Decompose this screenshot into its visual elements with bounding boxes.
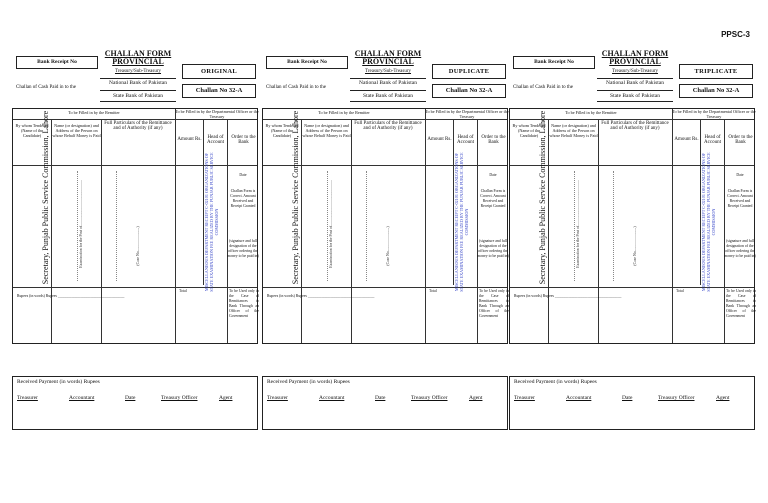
correct-note: Challan Form is Correct. Amount Received and Receipt Granted — [727, 189, 753, 208]
bank-receipt-box: Bank Receipt No — [266, 56, 348, 69]
cash-paid-label: Challan of Cash Paid in to the — [266, 85, 326, 90]
correct-note: Challan Form is Correct. Amount Received and Receipt Granted — [480, 189, 506, 208]
accountant-signature: Accountant — [69, 395, 95, 401]
challan-number-box: Challan No 32-A — [182, 84, 256, 98]
treasury-officer-signature: Treasury Officer — [658, 395, 695, 401]
misc-receipt-text: MISCELLANEOUS DEPARTMENT RECEIPT C-02101 ORGANIZATIONS OF STATE EXAMINATION FEE REALIZED BY THE PUNJAB PUBLIC SERVICE COMMISSION — [454, 152, 469, 292]
treasury-officer-signature: Treasury Officer — [161, 395, 198, 401]
date-signature: Date — [622, 395, 633, 401]
department-header: To be Filled in by the Departmental Officer or the Treasury — [425, 109, 509, 119]
rupees-in-words: Rupees (in words) Rupees ___________________________________ — [267, 294, 375, 298]
col-head: Head of Account — [207, 135, 224, 145]
copy-type-label: TRIPLICATE — [679, 64, 753, 79]
challan-table — [509, 108, 755, 344]
cash-paid-label: Challan of Cash Paid in to the — [513, 85, 573, 90]
signature-note: (signature and full designation of the officer ordering the money to be paid in) — [477, 239, 509, 258]
department-header: To be Filled in by the Departmental Officer or the Treasury — [175, 109, 259, 119]
col-divider — [477, 119, 478, 343]
case-no-text: (Case No.........................) — [633, 226, 637, 266]
used-note: To be Used only in the Case of Remittances to Bank Through an Officer of the Government — [726, 289, 756, 318]
col-amount: Amount Rs. — [177, 137, 202, 142]
treasury-officer-signature: Treasury Officer — [411, 395, 448, 401]
challan-number-box: Challan No 32-A — [679, 84, 753, 98]
date-label: Date — [736, 173, 744, 177]
case-no-text: (Case No.........................) — [136, 226, 140, 266]
received-payment-label: Received Payment (in words) Rupees — [17, 379, 100, 385]
received-payment-box — [12, 376, 258, 430]
signature-note: (signature and full designation of the officer ordering the money to be paid in) — [227, 239, 259, 258]
case-no-text: (Case No.........................) — [386, 226, 390, 266]
col-divider — [548, 119, 549, 343]
divider — [672, 119, 754, 120]
copy-type-label: ORIGINAL — [182, 64, 256, 79]
col-particulars: Full Particulars of the Remittance and of Authority (if any) — [104, 121, 172, 131]
challan-title — [350, 50, 426, 66]
agent-signature: Agent — [716, 395, 730, 401]
challan-number-box: Challan No 32-A — [432, 84, 506, 98]
treasury-label: Treasury/Sub-Treasury — [364, 69, 412, 74]
bank-receipt-box: Bank Receipt No — [16, 56, 98, 69]
date-signature: Date — [375, 395, 386, 401]
form-code: PPSC-3 — [721, 30, 750, 39]
correct-note: Challan Form is Correct. Amount Received and Receipt Granted — [230, 189, 256, 208]
divider — [100, 78, 176, 79]
state-bank-label: State Bank of Pakistan — [610, 93, 660, 99]
national-bank-label: National Bank of Pakistan — [359, 80, 417, 86]
col-name: Name (or designation) and Address of the Person on whose Behalf Money is Paid — [549, 123, 598, 138]
national-bank-label: National Bank of Pakistan — [109, 80, 167, 86]
challan-form-title: CHALLAN FORM — [354, 49, 422, 58]
treasurer-signature: Treasurer — [267, 395, 288, 401]
exam-post-text: Examination for the Post of................................................ — [329, 180, 333, 268]
treasurer-signature: Treasurer — [17, 395, 38, 401]
challan-form-title: CHALLAN FORM — [601, 49, 669, 58]
col-tendered: By whom Tendered (Name of the Candidate) — [512, 123, 546, 138]
provincial-title: PROVINCIAL — [609, 57, 661, 66]
col-order: Order to the Bank — [728, 135, 753, 145]
date-label: Date — [489, 173, 497, 177]
divider — [263, 119, 425, 120]
dotted-line — [77, 171, 78, 281]
exam-post-text: Examination for the Post of................................................ — [79, 180, 83, 268]
total-label: Total — [676, 289, 684, 293]
rupees-in-words: Rupees (in words) Rupees ___________________________________ — [17, 294, 125, 298]
remitter-header: To be Filled in by the Remitter — [68, 110, 120, 115]
received-payment-label: Received Payment (in words) Rupees — [514, 379, 597, 385]
col-particulars: Full Particulars of the Remittance and of Authority (if any) — [601, 121, 669, 131]
accountant-signature: Accountant — [319, 395, 345, 401]
remitter-header: To be Filled in by the Remitter — [565, 110, 617, 115]
col-head: Head of Account — [457, 135, 474, 145]
col-divider — [425, 109, 426, 343]
treasury-label: Treasury/Sub-Treasury — [114, 69, 162, 74]
divider — [13, 119, 175, 120]
divider — [100, 101, 176, 102]
received-payment-box — [509, 376, 755, 430]
divider — [350, 78, 426, 79]
used-note: To be Used only in the Case of Remittances to Bank Through an Officer of the Government — [229, 289, 259, 318]
provincial-title: PROVINCIAL — [362, 57, 414, 66]
divider — [175, 119, 257, 120]
col-order: Order to the Bank — [481, 135, 506, 145]
challan-copy-triplicate — [509, 48, 756, 430]
secretary-text: Secretary, Punjab Public Service Commission, Lahore — [290, 110, 300, 285]
col-tendered: By whom Tendered (Name of the Candidate) — [265, 123, 299, 138]
divider — [350, 90, 426, 91]
col-divider — [672, 109, 673, 343]
divider — [597, 78, 673, 79]
dotted-line — [327, 171, 328, 281]
challan-copy-original — [12, 48, 259, 430]
rupees-in-words: Rupees (in words) Rupees ___________________________________ — [514, 294, 622, 298]
cash-paid-label: Challan of Cash Paid in to the — [16, 85, 76, 90]
bank-receipt-box: Bank Receipt No — [513, 56, 595, 69]
col-divider — [301, 119, 302, 343]
challan-table — [12, 108, 258, 344]
secretary-text: Secretary, Punjab Public Service Commission, Lahore — [40, 110, 50, 285]
col-divider — [101, 119, 102, 343]
received-payment-label: Received Payment (in words) Rupees — [267, 379, 350, 385]
col-divider — [51, 119, 52, 343]
state-bank-label: State Bank of Pakistan — [113, 93, 163, 99]
col-particulars: Full Particulars of the Remittance and of Authority (if any) — [354, 121, 422, 131]
date-label: Date — [239, 173, 247, 177]
col-divider — [175, 109, 176, 343]
exam-post-text: Examination for the Post of................................................ — [576, 180, 580, 268]
col-amount: Amount Rs. — [427, 137, 452, 142]
national-bank-label: National Bank of Pakistan — [606, 80, 664, 86]
col-divider — [227, 119, 228, 343]
received-payment-box — [262, 376, 508, 430]
total-label: Total — [429, 289, 437, 293]
challan-copy-duplicate — [262, 48, 509, 430]
copy-type-label: DUPLICATE — [432, 64, 506, 79]
divider — [597, 90, 673, 91]
state-bank-label: State Bank of Pakistan — [363, 93, 413, 99]
dotted-line — [613, 171, 614, 281]
agent-signature: Agent — [469, 395, 483, 401]
agent-signature: Agent — [219, 395, 233, 401]
treasurer-signature: Treasurer — [514, 395, 535, 401]
dotted-line — [366, 171, 367, 281]
department-header: To be Filled in by the Departmental Officer or the Treasury — [672, 109, 756, 119]
col-name: Name (or designation) and Address of the Person on whose Behalf Money is Paid — [302, 123, 351, 138]
challan-form-title: CHALLAN FORM — [104, 49, 172, 58]
divider — [350, 101, 426, 102]
col-divider — [351, 119, 352, 343]
total-label: Total — [179, 289, 187, 293]
col-amount: Amount Rs. — [674, 137, 699, 142]
signature-note: (signature and full designation of the officer ordering the money to be paid in) — [724, 239, 756, 258]
divider — [425, 119, 507, 120]
misc-receipt-text: MISCELLANEOUS DEPARTMENT RECEIPT C-02101 ORGANIZATIONS OF STATE EXAMINATION FEE REALIZED BY THE PUNJAB PUBLIC SERVICE COMMISSION — [701, 152, 716, 292]
col-tendered: By whom Tendered (Name of the Candidate) — [15, 123, 49, 138]
used-note: To be Used only in the Case of Remittances to Bank Through an Officer of the Government — [479, 289, 509, 318]
provincial-title: PROVINCIAL — [112, 57, 164, 66]
misc-receipt-text: MISCELLANEOUS DEPARTMENT RECEIPT C-02101 ORGANIZATIONS OF STATE EXAMINATION FEE REALIZED BY THE PUNJAB PUBLIC SERVICE COMMISSION — [204, 152, 219, 292]
col-name: Name (or designation) and Address of the Person on whose Behalf Money is Paid — [52, 123, 101, 138]
date-signature: Date — [125, 395, 136, 401]
secretary-text: Secretary, Punjab Public Service Commission, Lahore — [537, 110, 547, 285]
col-head: Head of Account — [704, 135, 721, 145]
divider — [100, 90, 176, 91]
remitter-header: To be Filled in by the Remitter — [318, 110, 370, 115]
dotted-line — [116, 171, 117, 281]
divider — [510, 119, 672, 120]
accountant-signature: Accountant — [566, 395, 592, 401]
challan-title — [100, 50, 176, 66]
treasury-label: Treasury/Sub-Treasury — [611, 69, 659, 74]
col-divider — [598, 119, 599, 343]
dotted-line — [574, 171, 575, 281]
challan-table — [262, 108, 508, 344]
challan-title — [597, 50, 673, 66]
divider — [597, 101, 673, 102]
col-order: Order to the Bank — [231, 135, 256, 145]
col-divider — [724, 119, 725, 343]
